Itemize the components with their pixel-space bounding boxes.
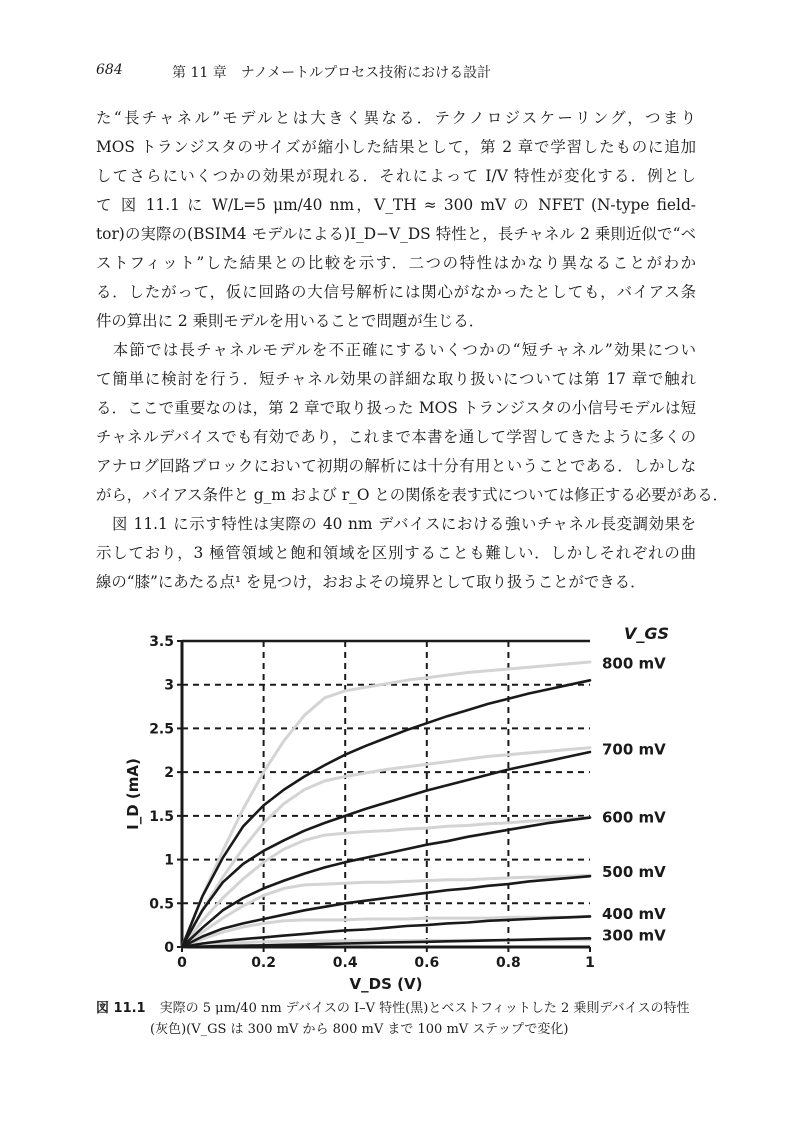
body-line: た“長チャネル”モデルとは大きく異なる．テクノロジスケーリング，つまり xyxy=(96,109,696,127)
body-line: MOS トランジスタのサイズが縮小した結果として，第 2 章で学習したものに追加 xyxy=(96,138,696,156)
caption-line-1 xyxy=(96,998,706,1019)
curve-label: 600 mV xyxy=(602,808,666,827)
actual-curve-500mv xyxy=(182,876,590,947)
x-tick-label: 0 xyxy=(177,955,187,971)
body-line: る．ここで重要なのは，第 2 章で取り扱った MOS トランジスタの小信号モデルは短 xyxy=(96,399,696,417)
body-line: 図 11.1 に示す特性は実際の 40 nm デバイスにおける強いチャネル長変調効果を xyxy=(96,515,696,533)
x-tick-label: 0.6 xyxy=(414,955,440,971)
body-line: 本節では長チャネルモデルを不正確にするいくつかの“短チャネル”効果につい xyxy=(96,341,696,359)
caption-label: 図 11.1 xyxy=(96,1001,146,1016)
figure-caption xyxy=(96,998,706,1040)
body-line: がら，バイアス条件と g_m および r_O との関係を表す式については修正する必要がある． xyxy=(96,486,729,504)
x-tick-label: 0.4 xyxy=(332,955,358,971)
y-axis-title: I_D (mA) xyxy=(124,758,142,830)
body-line: してさらにいくつかの効果が現れる．それによって I/V 特性が変化する．例とし xyxy=(96,167,696,185)
curve-label: 700 mV xyxy=(602,740,666,759)
x-tick-label: 0.8 xyxy=(495,955,521,971)
x-tick-label: 1 xyxy=(585,955,595,971)
body-line: アナログ回路ブロックにおいて初期の解析には十分有用ということである．しかしな xyxy=(96,457,696,475)
body-line: て 図 11.1 に W/L=5 μm/40 nm，V_TH ≈ 300 mV の NFET (N-type field- xyxy=(96,196,696,214)
body-line: ストフィット”した結果との比較を示す．二つの特性はかなり異なることがわか xyxy=(96,254,696,272)
y-tick-label: 0 xyxy=(164,940,174,956)
body-line: 示しており，3 極管領域と飽和領域を区別することも難しい．しかしそれぞれの曲 xyxy=(96,544,696,562)
body-line: tor)の実際の(BSIM4 モデルによる)I_D−V_DS 特性と，長チャネル 2 乗則近似で“ベ xyxy=(96,225,696,243)
curve-label: 300 mV xyxy=(602,926,666,945)
x-tick-label: 0.2 xyxy=(251,955,277,971)
curve-label: 800 mV xyxy=(602,654,666,673)
y-tick-label: 0.5 xyxy=(149,896,174,913)
y-tick-label: 2 xyxy=(164,765,174,782)
figure-11-1-chart xyxy=(96,615,696,995)
x-axis-title: V_DS (V) xyxy=(349,975,423,993)
y-tick-label: 3 xyxy=(164,677,174,694)
curve-label: 400 mV xyxy=(602,904,666,923)
page-number: 684 xyxy=(96,62,123,78)
body-line: る．したがって，仮に回路の大信号解析には関心がなかったとしても，バイアス条 xyxy=(96,283,696,301)
y-tick-label: 2.5 xyxy=(149,721,174,738)
body-line: チャネルデバイスでも有効であり，これまで本書を通して学習してきたように多くの xyxy=(96,428,696,446)
legend-title: V_GS xyxy=(624,624,670,643)
fit-curve-500mv xyxy=(182,875,590,947)
running-head: 第 11 章 ナノメートルプロセス技術における設計 xyxy=(172,65,492,81)
curve-label: 500 mV xyxy=(602,862,666,881)
body-line: 件の算出に 2 乗則モデルを用いることで問題が生じる． xyxy=(96,312,485,330)
caption-line-2: (灰色)(V_GS は 300 mV から 800 mV まで 100 mV ステップで変化) xyxy=(150,1022,569,1037)
body-line: 線の“膝”にあたる点¹ を見つけ，おおよその境界として取り扱うことができる． xyxy=(96,573,646,591)
caption-text-1: 実際の 5 μm/40 nm デバイスの I–V 特性(黒)とベストフィットした 2 乗則デバイスの特性 xyxy=(159,1001,690,1016)
y-tick-label: 1 xyxy=(164,852,174,869)
y-tick-label: 3.5 xyxy=(149,634,174,650)
y-tick-label: 1.5 xyxy=(149,808,174,825)
body-text xyxy=(96,104,729,597)
body-line: て簡単に検討を行う．短チャネル効果の詳細な取り扱いについては第 17 章で触れ xyxy=(96,370,696,388)
